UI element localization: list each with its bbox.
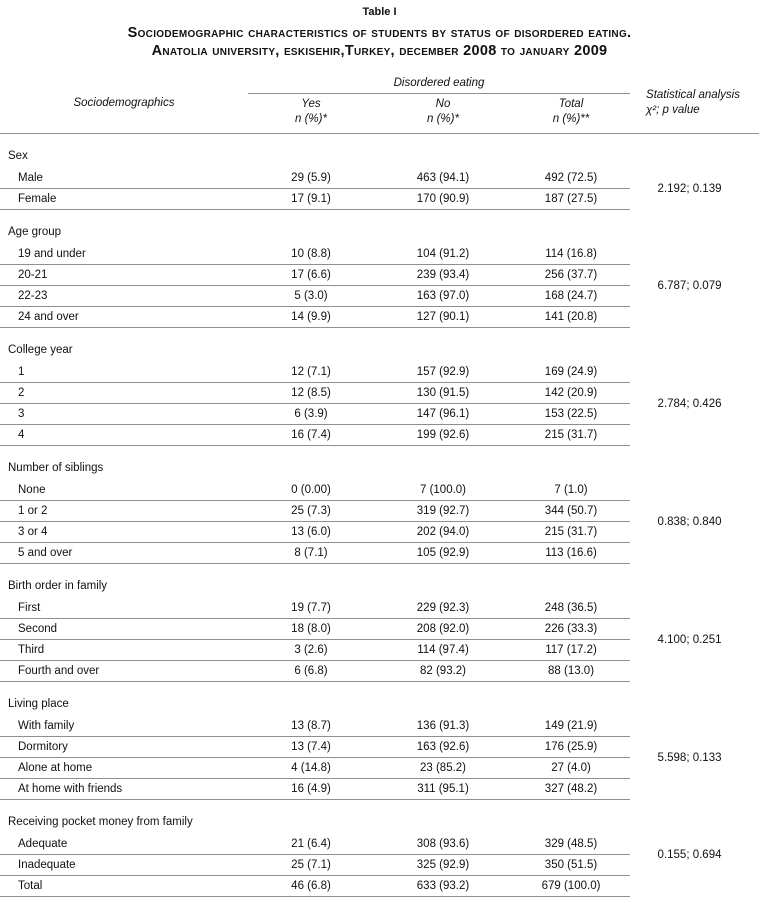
- col-label: Total: [558, 97, 584, 110]
- table-caption: [0, 6, 759, 60]
- stat-spacer-cell: [630, 133, 759, 168]
- total-cell: 329 (48.5): [512, 834, 630, 855]
- group-header-row: [0, 799, 759, 834]
- col-label: Yes: [301, 97, 321, 110]
- group-label-cell: Sex: [8, 149, 28, 162]
- row-label-cell: Second: [0, 618, 248, 639]
- row-label-cell: Inadequate: [0, 854, 248, 875]
- yes-cell: 16 (4.9): [248, 778, 374, 799]
- no-cell: 157 (92.9): [374, 362, 512, 383]
- row-label-cell: 24 and over: [0, 306, 248, 327]
- yes-cell: 6 (6.8): [248, 660, 374, 681]
- total-cell: 176 (25.9): [512, 736, 630, 757]
- table-row: [0, 480, 759, 501]
- stat-spacer-cell: [630, 681, 759, 716]
- yes-cell: 13 (6.0): [248, 521, 374, 542]
- yes-cell: 29 (5.9): [248, 168, 374, 189]
- table-row: [0, 598, 759, 619]
- no-cell: 202 (94.0): [374, 521, 512, 542]
- yes-cell: 25 (7.1): [248, 854, 374, 875]
- stat-value-cell: 6.787; 0.079: [657, 279, 722, 292]
- total-cell: 141 (20.8): [512, 306, 630, 327]
- col-sub: n (%)**: [552, 112, 590, 125]
- no-cell: 23 (85.2): [374, 757, 512, 778]
- no-cell: 308 (93.6): [374, 834, 512, 855]
- yes-cell: 17 (6.6): [248, 264, 374, 285]
- total-cell: 113 (16.6): [512, 542, 630, 563]
- yes-cell: 18 (8.0): [248, 618, 374, 639]
- total-cell: 187 (27.5): [512, 188, 630, 209]
- table-row: [0, 362, 759, 383]
- no-cell: 104 (91.2): [374, 244, 512, 265]
- yes-cell: 8 (7.1): [248, 542, 374, 563]
- total-cell: 114 (16.8): [512, 244, 630, 265]
- column-header-yes: [248, 93, 374, 133]
- no-cell: 82 (93.2): [374, 660, 512, 681]
- yes-cell: 6 (3.9): [248, 403, 374, 424]
- no-cell: 311 (95.1): [374, 778, 512, 799]
- row-label-cell: 22-23: [0, 285, 248, 306]
- stat-value-cell: 2.192; 0.139: [657, 182, 722, 195]
- group-label-cell: Age group: [8, 225, 62, 238]
- row-label-cell: Male: [0, 168, 248, 189]
- total-cell: 7 (1.0): [512, 480, 630, 501]
- row-label-cell: With family: [0, 716, 248, 737]
- yes-cell: 13 (7.4): [248, 736, 374, 757]
- stat-header-title: Statistical analysis: [646, 89, 740, 102]
- yes-cell: 25 (7.3): [248, 500, 374, 521]
- no-cell: 7 (100.0): [374, 480, 512, 501]
- group-header-row: [0, 327, 759, 362]
- no-cell: 319 (92.7): [374, 500, 512, 521]
- no-cell: 633 (93.2): [374, 875, 512, 896]
- yes-cell: 12 (8.5): [248, 382, 374, 403]
- yes-cell: 4 (14.8): [248, 757, 374, 778]
- total-cell: 27 (4.0): [512, 757, 630, 778]
- no-cell: 463 (94.1): [374, 168, 512, 189]
- stat-value-cell: 5.598; 0.133: [657, 751, 722, 764]
- row-label-cell: Total: [0, 875, 248, 896]
- row-label-cell: 4: [0, 424, 248, 445]
- header-row-span: [0, 74, 759, 93]
- no-cell: 229 (92.3): [374, 598, 512, 619]
- stat-value-cell: 2.784; 0.426: [657, 397, 722, 410]
- total-cell: 215 (31.7): [512, 521, 630, 542]
- row-label-cell: 1 or 2: [0, 500, 248, 521]
- table-row-total: [0, 875, 759, 896]
- row-label-cell: Fourth and over: [0, 660, 248, 681]
- no-cell: 147 (96.1): [374, 403, 512, 424]
- row-label-cell: 5 and over: [0, 542, 248, 563]
- no-cell: 208 (92.0): [374, 618, 512, 639]
- total-cell: 169 (24.9): [512, 362, 630, 383]
- total-cell: 256 (37.7): [512, 264, 630, 285]
- row-label-cell: Adequate: [0, 834, 248, 855]
- group-label-cell: Number of siblings: [8, 461, 104, 474]
- yes-cell: 0 (0.00): [248, 480, 374, 501]
- table-row: [0, 244, 759, 265]
- row-label-cell: First: [0, 598, 248, 619]
- table-label: Table I: [362, 6, 397, 18]
- no-cell: 127 (90.1): [374, 306, 512, 327]
- yes-cell: 12 (7.1): [248, 362, 374, 383]
- total-cell: 327 (48.2): [512, 778, 630, 799]
- no-cell: 114 (97.4): [374, 639, 512, 660]
- table-row: [0, 168, 759, 189]
- group-label-cell: College year: [8, 343, 73, 356]
- yes-cell: 46 (6.8): [248, 875, 374, 896]
- group-header-row: [0, 681, 759, 716]
- row-label-cell: 3 or 4: [0, 521, 248, 542]
- total-cell: 248 (36.5): [512, 598, 630, 619]
- stat-value-cell: 0.155; 0.694: [657, 848, 722, 861]
- row-label-cell: None: [0, 480, 248, 501]
- total-cell: 492 (72.5): [512, 168, 630, 189]
- no-cell: 163 (92.6): [374, 736, 512, 757]
- row-label-cell: Third: [0, 639, 248, 660]
- table-row: [0, 834, 759, 855]
- stat-spacer-cell: [630, 209, 759, 244]
- yes-cell: 10 (8.8): [248, 244, 374, 265]
- total-cell: 149 (21.9): [512, 716, 630, 737]
- total-cell: 679 (100.0): [512, 875, 630, 896]
- total-cell: 215 (31.7): [512, 424, 630, 445]
- no-cell: 136 (91.3): [374, 716, 512, 737]
- total-cell: 168 (24.7): [512, 285, 630, 306]
- total-cell: 153 (22.5): [512, 403, 630, 424]
- yes-cell: 3 (2.6): [248, 639, 374, 660]
- yes-cell: 13 (8.7): [248, 716, 374, 737]
- stat-spacer-cell: [630, 799, 759, 834]
- total-cell: 350 (51.5): [512, 854, 630, 875]
- col-sub: n (%)*: [295, 112, 327, 125]
- group-header-row: [0, 445, 759, 480]
- no-cell: 163 (97.0): [374, 285, 512, 306]
- no-cell: 130 (91.5): [374, 382, 512, 403]
- col-label: No: [435, 97, 451, 110]
- group-label-cell: Living place: [8, 697, 69, 710]
- column-group-header-disordered-eating: Disordered eating: [248, 74, 630, 93]
- sociodemographics-table: [0, 74, 759, 897]
- column-header-sociodemographics: Sociodemographics: [0, 74, 248, 133]
- column-header-no: [374, 93, 512, 133]
- row-label-cell: Dormitory: [0, 736, 248, 757]
- yes-cell: 19 (7.7): [248, 598, 374, 619]
- table-row: [0, 716, 759, 737]
- no-cell: 239 (93.4): [374, 264, 512, 285]
- column-header-statistical-analysis: [630, 74, 759, 133]
- table-title-line1: Sociodemographic characteristics of students by status of disordered eating.: [127, 24, 632, 41]
- total-cell: 88 (13.0): [512, 660, 630, 681]
- no-cell: 199 (92.6): [374, 424, 512, 445]
- no-cell: 170 (90.9): [374, 188, 512, 209]
- stat-spacer-cell: [630, 875, 759, 896]
- row-label-cell: 2: [0, 382, 248, 403]
- stat-header-subtitle: χ²; p value: [646, 104, 700, 117]
- row-label-cell: 20-21: [0, 264, 248, 285]
- yes-cell: 21 (6.4): [248, 834, 374, 855]
- row-label-cell: 3: [0, 403, 248, 424]
- yes-cell: 17 (9.1): [248, 188, 374, 209]
- yes-cell: 5 (3.0): [248, 285, 374, 306]
- row-label-cell: 1: [0, 362, 248, 383]
- total-cell: 226 (33.3): [512, 618, 630, 639]
- table-title-line2: Anatolia university, eskisehir,Turkey, december 2008 to january 2009: [151, 42, 608, 59]
- group-label-cell: Receiving pocket money from family: [8, 815, 193, 828]
- stat-spacer-cell: [630, 563, 759, 598]
- group-header-row: [0, 563, 759, 598]
- group-header-row: [0, 133, 759, 168]
- yes-cell: 14 (9.9): [248, 306, 374, 327]
- stat-value-cell: 4.100; 0.251: [657, 633, 722, 646]
- stat-spacer-cell: [630, 445, 759, 480]
- row-label-cell: Alone at home: [0, 757, 248, 778]
- row-label-cell: At home with friends: [0, 778, 248, 799]
- row-label-cell: Female: [0, 188, 248, 209]
- stat-value-cell: 0.838; 0.840: [657, 515, 722, 528]
- stat-spacer-cell: [630, 327, 759, 362]
- yes-cell: 16 (7.4): [248, 424, 374, 445]
- group-label-cell: Birth order in family: [8, 579, 108, 592]
- total-cell: 142 (20.9): [512, 382, 630, 403]
- column-header-total: [512, 93, 630, 133]
- total-cell: 344 (50.7): [512, 500, 630, 521]
- row-label-cell: 19 and under: [0, 244, 248, 265]
- col-sub: n (%)*: [427, 112, 459, 125]
- total-cell: 117 (17.2): [512, 639, 630, 660]
- no-cell: 325 (92.9): [374, 854, 512, 875]
- no-cell: 105 (92.9): [374, 542, 512, 563]
- group-header-row: [0, 209, 759, 244]
